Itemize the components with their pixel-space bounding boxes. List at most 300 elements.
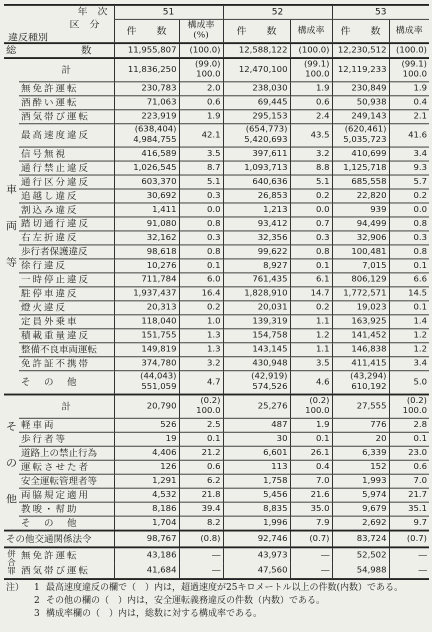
count-cell: 685,558 bbox=[332, 175, 389, 189]
row-label: 酒気帯び運転 bbox=[19, 110, 114, 124]
count-cell: 22,820 bbox=[332, 189, 389, 203]
rate-cell: 0.6 bbox=[179, 460, 223, 474]
count-cell: 8,927 bbox=[223, 259, 290, 273]
rate-cell: 35.0 bbox=[290, 502, 332, 516]
count-cell: 149,819 bbox=[114, 343, 179, 357]
row-label: そ の 他 bbox=[19, 516, 114, 530]
rate-cell: (100.0) bbox=[389, 43, 429, 58]
rate-cell bbox=[290, 395, 332, 419]
count-cell: 52,502 bbox=[332, 547, 389, 563]
rate-cell: 9.7 bbox=[389, 516, 429, 530]
rate-cell: 1.1 bbox=[290, 343, 332, 357]
rate-cell: 21.2 bbox=[179, 446, 223, 460]
rate-cell: 39.4 bbox=[179, 502, 223, 516]
rate-cell: ― bbox=[389, 547, 429, 563]
rate-cell: 43.5 bbox=[290, 124, 332, 147]
rate-cell: 5.1 bbox=[290, 175, 332, 189]
cell-line: (%) bbox=[193, 31, 209, 41]
rate-cell bbox=[179, 58, 223, 82]
table-row bbox=[4, 460, 429, 474]
table-row bbox=[4, 488, 429, 502]
cell-line: (43,294) bbox=[350, 372, 387, 382]
rate-cell: 8.2 bbox=[179, 516, 223, 530]
row-label: 無免許運転 bbox=[19, 82, 114, 96]
count-cell: 1,996 bbox=[223, 516, 290, 530]
count-cell: 11,955,807 bbox=[114, 43, 179, 58]
cell-line: 100.0 bbox=[305, 70, 330, 80]
concurrent-row bbox=[4, 547, 429, 563]
row-label: 軽車両 bbox=[19, 418, 114, 432]
rate-cell: 26.1 bbox=[290, 446, 332, 460]
count-cell: 6,601 bbox=[223, 446, 290, 460]
count-cell: 19,023 bbox=[332, 301, 389, 315]
row-label: 駐停車違反 bbox=[19, 287, 114, 301]
count-cell: 776 bbox=[332, 418, 389, 432]
rate-cell: 1.9 bbox=[290, 418, 332, 432]
count-cell bbox=[223, 124, 290, 147]
rate-cell: 1.3 bbox=[179, 329, 223, 343]
rate-cell: ― bbox=[290, 547, 332, 563]
rate-cell: 0.1 bbox=[290, 432, 332, 446]
rate-cell: 9.3 bbox=[389, 161, 429, 175]
rate-header: 構成率 bbox=[290, 19, 332, 43]
cell-line: (99.0) bbox=[194, 59, 221, 70]
side-char: そ bbox=[6, 420, 17, 433]
note-prefix: 注） bbox=[6, 583, 25, 593]
count-cell: 5,456 bbox=[223, 488, 290, 502]
rate-cell: 16.4 bbox=[179, 287, 223, 301]
count-cell: 2,692 bbox=[332, 516, 389, 530]
rate-cell: (0.7) bbox=[290, 531, 332, 548]
year-label: 年 次 bbox=[77, 6, 108, 18]
count-cell: 47,560 bbox=[223, 563, 290, 579]
cell-line: 100.0 bbox=[196, 70, 221, 80]
cell-line: (99.1) bbox=[401, 59, 427, 70]
count-cell: 249,143 bbox=[332, 110, 389, 124]
rate-cell: 3.5 bbox=[179, 147, 223, 161]
count-cell: 26,853 bbox=[223, 189, 290, 203]
rate-cell: 42.1 bbox=[179, 124, 223, 147]
row-label: 運転させた者 bbox=[19, 460, 114, 474]
rate-cell: 6.0 bbox=[179, 273, 223, 287]
table-row bbox=[4, 287, 429, 301]
count-cell: 230,783 bbox=[114, 82, 179, 96]
rate-cell: 0.0 bbox=[290, 203, 332, 217]
table-row bbox=[4, 161, 429, 175]
rate-cell: 0.2 bbox=[389, 189, 429, 203]
cell-line: 100.0 bbox=[305, 406, 330, 416]
count-cell: 94,499 bbox=[332, 217, 389, 231]
cell-line: (638,404) bbox=[134, 125, 177, 135]
count-cell: 1,093,713 bbox=[223, 161, 290, 175]
rate-cell: 3.4 bbox=[389, 147, 429, 161]
count-cell: 1,772,571 bbox=[332, 287, 389, 301]
side-char: 他 bbox=[6, 492, 17, 505]
side-char: 両 bbox=[6, 220, 17, 233]
rate-cell: 0.8 bbox=[179, 217, 223, 231]
category-label: 違反種別 bbox=[8, 32, 48, 44]
rate-cell: 0.8 bbox=[389, 245, 429, 259]
table-row bbox=[4, 245, 429, 259]
count-cell: 526 bbox=[114, 418, 179, 432]
count-cell: 397,611 bbox=[223, 147, 290, 161]
table-row bbox=[4, 329, 429, 343]
vehicle_section-subtotal-row bbox=[4, 58, 429, 82]
count-cell: 12,470,100 bbox=[223, 58, 290, 82]
cell-line: 5,035,723 bbox=[343, 135, 387, 145]
rate-cell: 1.0 bbox=[179, 315, 223, 329]
count-cell: 1,026,545 bbox=[114, 161, 179, 175]
rate-header: 構成率 bbox=[389, 19, 429, 43]
table-row bbox=[4, 259, 429, 273]
count-cell: 100,481 bbox=[332, 245, 389, 259]
count-cell: 640,636 bbox=[223, 175, 290, 189]
rate-cell: 1.9 bbox=[179, 110, 223, 124]
note-prefix bbox=[6, 608, 34, 621]
table-row bbox=[4, 189, 429, 203]
table-row bbox=[4, 231, 429, 245]
row-label: 右左折違反 bbox=[19, 231, 114, 245]
count-cell: 1,213 bbox=[223, 203, 290, 217]
count-cell: 69,445 bbox=[223, 96, 290, 110]
count-cell: 91,080 bbox=[114, 217, 179, 231]
count-cell: 12,119,233 bbox=[332, 58, 389, 82]
rate-cell: 0.1 bbox=[389, 432, 429, 446]
count-cell: 1,411 bbox=[114, 203, 179, 217]
count-cell: 939 bbox=[332, 203, 389, 217]
table-row bbox=[4, 203, 429, 217]
rate-cell: 6.6 bbox=[389, 273, 429, 287]
count-cell: 19 bbox=[114, 432, 179, 446]
cell-line: 551,059 bbox=[141, 382, 177, 392]
count-cell: 1,937,437 bbox=[114, 287, 179, 301]
count-cell: 50,938 bbox=[332, 96, 389, 110]
row-label: 両脇規定適用 bbox=[19, 488, 114, 502]
count-cell: 41,684 bbox=[114, 563, 179, 579]
cell-line: (620,461) bbox=[344, 125, 387, 135]
count-cell: 230,849 bbox=[332, 82, 389, 96]
row-label: 教唆・幇助 bbox=[19, 502, 114, 516]
count-cell: 32,906 bbox=[332, 231, 389, 245]
total-row bbox=[4, 43, 429, 58]
count-cell: 32,356 bbox=[223, 231, 290, 245]
table-row bbox=[4, 301, 429, 315]
count-cell: 20 bbox=[332, 432, 389, 446]
cell-line: (0.2) bbox=[406, 396, 427, 406]
violation-table bbox=[4, 4, 429, 580]
cell-line: (654,773) bbox=[245, 125, 288, 135]
cell-line: 610,192 bbox=[351, 382, 387, 392]
rate-cell: (100.0) bbox=[290, 43, 332, 58]
rate-cell: 1.3 bbox=[179, 343, 223, 357]
row-label: 徐行違反 bbox=[19, 259, 114, 273]
count-header: 件 数 bbox=[332, 19, 389, 43]
rate-cell: (0.7) bbox=[389, 531, 429, 548]
note-text: 最高速度違反の欄で（ ）内は，超過速度が25キロメートル以上の件数(内数）である。 bbox=[46, 583, 403, 593]
rate-cell: (100.0) bbox=[179, 43, 223, 58]
rate-cell: 0.3 bbox=[179, 189, 223, 203]
row-label: 安全運転管理者等 bbox=[19, 474, 114, 488]
note-prefix bbox=[6, 595, 34, 608]
count-cell: 141,452 bbox=[332, 329, 389, 343]
count-cell: 99,622 bbox=[223, 245, 290, 259]
count-cell: 20,313 bbox=[114, 301, 179, 315]
count-cell: 416,589 bbox=[114, 147, 179, 161]
other-law-label: その他交通関係法令 bbox=[4, 531, 114, 548]
rate-cell: 2.5 bbox=[179, 418, 223, 432]
count-cell: 154,758 bbox=[223, 329, 290, 343]
table-row bbox=[4, 446, 429, 460]
cell-line: (0.2) bbox=[309, 396, 330, 406]
count-cell: 238,030 bbox=[223, 82, 290, 96]
count-cell: 11,836,250 bbox=[114, 58, 179, 82]
note-number: 1 bbox=[34, 583, 40, 593]
row-label: 酒気帯び運転 bbox=[19, 563, 114, 579]
count-cell: 374,780 bbox=[114, 357, 179, 371]
rate-cell: ― bbox=[389, 563, 429, 579]
rate-cell: 6.1 bbox=[290, 273, 332, 287]
rate-cell: 5.1 bbox=[179, 175, 223, 189]
count-cell: 1,125,718 bbox=[332, 161, 389, 175]
count-cell: 9,679 bbox=[332, 502, 389, 516]
row-label: 整備不良車両運転 bbox=[19, 343, 114, 357]
cell-line: 574,526 bbox=[252, 382, 288, 392]
cell-line: 100.0 bbox=[196, 406, 221, 416]
vehicle-side-label bbox=[4, 58, 19, 394]
count-cell: 30 bbox=[223, 432, 290, 446]
rate-cell: 2.8 bbox=[389, 418, 429, 432]
rate-cell: 7.9 bbox=[290, 516, 332, 530]
count-cell: 761,435 bbox=[223, 273, 290, 287]
count-cell: 20,031 bbox=[223, 301, 290, 315]
table-row bbox=[4, 273, 429, 287]
row-label: 一時停止違反 bbox=[19, 273, 114, 287]
count-cell: 411,415 bbox=[332, 357, 389, 371]
rate-cell: 7.0 bbox=[389, 474, 429, 488]
rate-header bbox=[179, 19, 223, 43]
rate-cell: 1.2 bbox=[389, 329, 429, 343]
rate-cell: 6.2 bbox=[179, 474, 223, 488]
rate-cell: (0.8) bbox=[179, 531, 223, 548]
side-char: の bbox=[6, 456, 17, 469]
count-cell: 139,319 bbox=[223, 315, 290, 329]
count-cell: 146,838 bbox=[332, 343, 389, 357]
count-cell: 163,925 bbox=[332, 315, 389, 329]
note-row bbox=[6, 582, 428, 595]
table-row bbox=[4, 432, 429, 446]
count-cell: 143,145 bbox=[223, 343, 290, 357]
table-row bbox=[4, 343, 429, 357]
count-cell: 54,988 bbox=[332, 563, 389, 579]
row-label: 追越し違反 bbox=[19, 189, 114, 203]
year-header: 53 bbox=[332, 5, 429, 19]
section-label: 区 分 bbox=[69, 19, 100, 31]
rate-cell: 7.0 bbox=[290, 474, 332, 488]
rate-cell: 3.2 bbox=[290, 147, 332, 161]
rate-cell: 0.6 bbox=[179, 96, 223, 110]
side-char: 車 bbox=[6, 183, 17, 196]
rate-cell: 3.4 bbox=[389, 357, 429, 371]
rate-cell: 0.1 bbox=[389, 301, 429, 315]
rate-cell: ― bbox=[179, 563, 223, 579]
count-cell: 43,186 bbox=[114, 547, 179, 563]
table-row bbox=[4, 371, 429, 395]
row-label: 踏切通行違反 bbox=[19, 217, 114, 231]
rate-cell: 2.4 bbox=[290, 110, 332, 124]
rate-cell: 4.7 bbox=[179, 371, 223, 395]
note-number: 2 bbox=[34, 596, 40, 606]
count-cell: 92,746 bbox=[223, 531, 290, 548]
note-row bbox=[6, 595, 428, 608]
rate-cell: 0.1 bbox=[389, 259, 429, 273]
rate-cell: 41.6 bbox=[389, 124, 429, 147]
count-cell: 806,129 bbox=[332, 273, 389, 287]
cell-line: (99.1) bbox=[303, 59, 330, 70]
rate-cell: 0.1 bbox=[290, 259, 332, 273]
count-cell: 98,767 bbox=[114, 531, 179, 548]
count-cell bbox=[114, 124, 179, 147]
row-label: 道路上の禁止行為 bbox=[19, 446, 114, 460]
other_section-subtotal-row bbox=[4, 395, 429, 419]
rate-cell: 0.8 bbox=[290, 245, 332, 259]
rate-cell: 21.7 bbox=[389, 488, 429, 502]
rate-cell: 5.0 bbox=[389, 371, 429, 395]
count-cell bbox=[332, 124, 389, 147]
other-law-row bbox=[4, 531, 429, 548]
table-row bbox=[4, 110, 429, 124]
table-row bbox=[4, 357, 429, 371]
table-row bbox=[4, 474, 429, 488]
row-label: 免許証不携帯 bbox=[19, 357, 114, 371]
cell-line: 構成率 bbox=[187, 20, 215, 31]
rate-cell: 0.1 bbox=[179, 432, 223, 446]
count-cell: 410,699 bbox=[332, 147, 389, 161]
rate-cell: 0.3 bbox=[290, 231, 332, 245]
rate-cell: 1.2 bbox=[389, 343, 429, 357]
row-label: 最高速度違反 bbox=[19, 124, 114, 147]
rate-cell: 3.2 bbox=[179, 357, 223, 371]
count-cell: 603,370 bbox=[114, 175, 179, 189]
count-cell: 32,162 bbox=[114, 231, 179, 245]
concurrent-row bbox=[4, 563, 429, 579]
row-label: 通行禁止違反 bbox=[19, 161, 114, 175]
cell-line: (44,043) bbox=[140, 372, 177, 382]
row-label: 通行区分違反 bbox=[19, 175, 114, 189]
row-label: そ の 他 bbox=[19, 371, 114, 395]
rate-cell: 0.0 bbox=[179, 203, 223, 217]
rate-cell: 21.6 bbox=[290, 488, 332, 502]
rate-cell bbox=[389, 395, 429, 419]
subtotal-label: 計 bbox=[19, 58, 114, 82]
table-row bbox=[4, 217, 429, 231]
rate-cell: 1.9 bbox=[389, 82, 429, 96]
rate-cell: 0.8 bbox=[179, 245, 223, 259]
row-label: 割込み違反 bbox=[19, 203, 114, 217]
rate-cell: 0.1 bbox=[179, 259, 223, 273]
count-cell: 1,993 bbox=[332, 474, 389, 488]
cell-line: 4,984,755 bbox=[133, 135, 177, 145]
count-cell: 151,755 bbox=[114, 329, 179, 343]
cell-line: (0.2) bbox=[200, 396, 221, 406]
count-cell: 43,973 bbox=[223, 547, 290, 563]
cell-line: 100.0 bbox=[402, 406, 427, 416]
table-row bbox=[4, 516, 429, 530]
rate-cell: 1.2 bbox=[290, 329, 332, 343]
count-cell: 30,692 bbox=[114, 189, 179, 203]
rate-cell: 3.5 bbox=[290, 357, 332, 371]
count-cell: 8,186 bbox=[114, 502, 179, 516]
rate-cell: 0.3 bbox=[179, 231, 223, 245]
count-cell: 27,555 bbox=[332, 395, 389, 419]
count-cell: 93,412 bbox=[223, 217, 290, 231]
rate-cell: 8.8 bbox=[290, 161, 332, 175]
row-label: 燈火違反 bbox=[19, 301, 114, 315]
year-header: 52 bbox=[223, 5, 332, 19]
year-header: 51 bbox=[114, 5, 223, 19]
count-cell: 10,276 bbox=[114, 259, 179, 273]
count-cell bbox=[114, 371, 179, 395]
count-cell bbox=[332, 371, 389, 395]
count-cell: 8,835 bbox=[223, 502, 290, 516]
count-cell: 152 bbox=[332, 460, 389, 474]
total-label: 総 数 bbox=[4, 43, 114, 58]
note-row bbox=[6, 608, 428, 621]
count-cell: 98,618 bbox=[114, 245, 179, 259]
row-label: 歩行者等 bbox=[19, 432, 114, 446]
other-side-label bbox=[4, 395, 19, 531]
count-cell: 223,919 bbox=[114, 110, 179, 124]
rate-cell: ― bbox=[290, 563, 332, 579]
subtotal-label: 計 bbox=[19, 395, 114, 419]
rate-cell: 0.4 bbox=[290, 460, 332, 474]
count-cell: 1,828,910 bbox=[223, 287, 290, 301]
table-row bbox=[4, 175, 429, 189]
table-row bbox=[4, 147, 429, 161]
count-cell: 12,230,512 bbox=[332, 43, 389, 58]
rate-cell: 0.2 bbox=[290, 301, 332, 315]
cell-line: 5,420,693 bbox=[244, 135, 288, 145]
count-cell: 83,724 bbox=[332, 531, 389, 548]
rate-cell: 0.2 bbox=[290, 189, 332, 203]
concurrent-side-label: 併合罪 bbox=[4, 547, 19, 579]
count-cell: 1,704 bbox=[114, 516, 179, 530]
rate-cell: 0.4 bbox=[389, 96, 429, 110]
rate-cell: ― bbox=[179, 547, 223, 563]
table-row bbox=[4, 418, 429, 432]
count-cell: 113 bbox=[223, 460, 290, 474]
rate-cell: 0.7 bbox=[290, 217, 332, 231]
row-label: 酒酔い運転 bbox=[19, 96, 114, 110]
rate-cell bbox=[290, 58, 332, 82]
count-cell: 6,339 bbox=[332, 446, 389, 460]
header-row-years bbox=[4, 5, 429, 19]
rate-cell: 0.6 bbox=[290, 96, 332, 110]
row-label: 定員外乗車 bbox=[19, 315, 114, 329]
count-cell: 487 bbox=[223, 418, 290, 432]
count-cell: 12,588,122 bbox=[223, 43, 290, 58]
table-row bbox=[4, 96, 429, 110]
rate-cell: 0.8 bbox=[389, 217, 429, 231]
count-cell: 126 bbox=[114, 460, 179, 474]
row-label: 歩行者保護違反 bbox=[19, 245, 114, 259]
count-cell: 71,063 bbox=[114, 96, 179, 110]
rate-cell: 4.6 bbox=[290, 371, 332, 395]
table-row bbox=[4, 502, 429, 516]
table-row bbox=[4, 315, 429, 329]
rate-cell: 14.5 bbox=[389, 287, 429, 301]
count-cell: 4,406 bbox=[114, 446, 179, 460]
row-label: 信号無視 bbox=[19, 147, 114, 161]
